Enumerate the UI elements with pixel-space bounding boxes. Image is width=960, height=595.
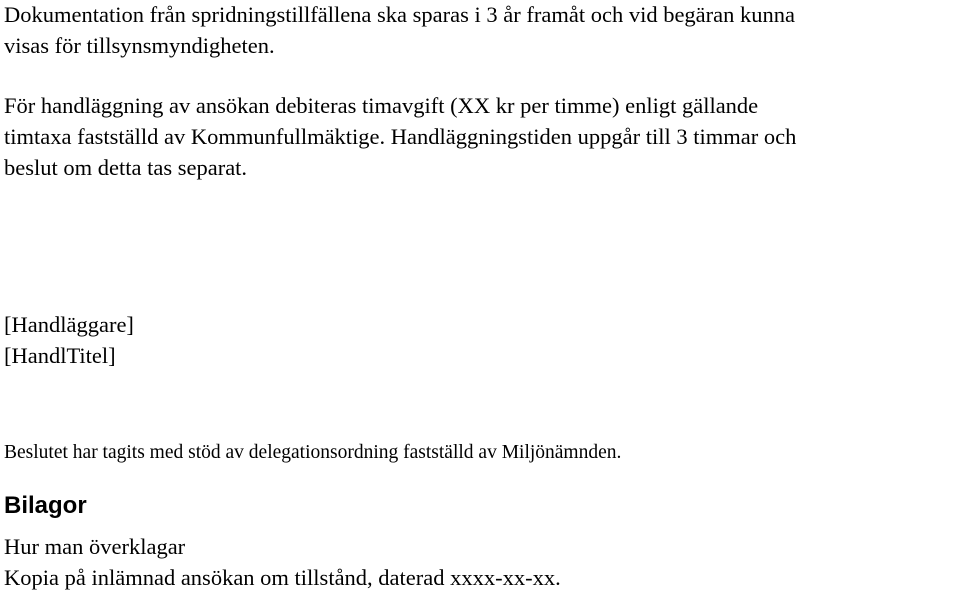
- paragraph-line: visas för tillsynsmyndigheten.: [4, 33, 275, 58]
- paragraph-line: För handläggning av ansökan debiteras timavgift (XX kr per timme) enligt gällande: [4, 93, 759, 118]
- paragraph-fee-information: [4, 90, 796, 183]
- paragraph-line: timtaxa fastställd av Kommunfullmäktige. Handläggningstiden uppgår till 3 timmar och: [4, 124, 797, 149]
- attachments-heading: Bilagor: [4, 492, 87, 519]
- attachments-list: [4, 531, 561, 593]
- paragraph-documentation-retention: [4, 0, 795, 61]
- paragraph-line: beslut om detta tas separat.: [4, 155, 248, 180]
- signature-handler: [Handläggare]: [4, 312, 134, 337]
- delegation-note: Beslutet har tagits med stöd av delegationsordning fastställd av Miljönämnden.: [4, 442, 622, 463]
- signature-title: [HandlTitel]: [4, 343, 116, 368]
- attachment-item: Hur man överklagar: [4, 534, 186, 559]
- attachment-item: Kopia på inlämnad ansökan om tillstånd, daterad xxxx-xx-xx.: [4, 565, 561, 590]
- paragraph-line: Dokumentation från spridningstillfällena ska sparas i 3 år framåt och vid begäran kunna: [4, 2, 796, 27]
- signature-block: [4, 309, 134, 371]
